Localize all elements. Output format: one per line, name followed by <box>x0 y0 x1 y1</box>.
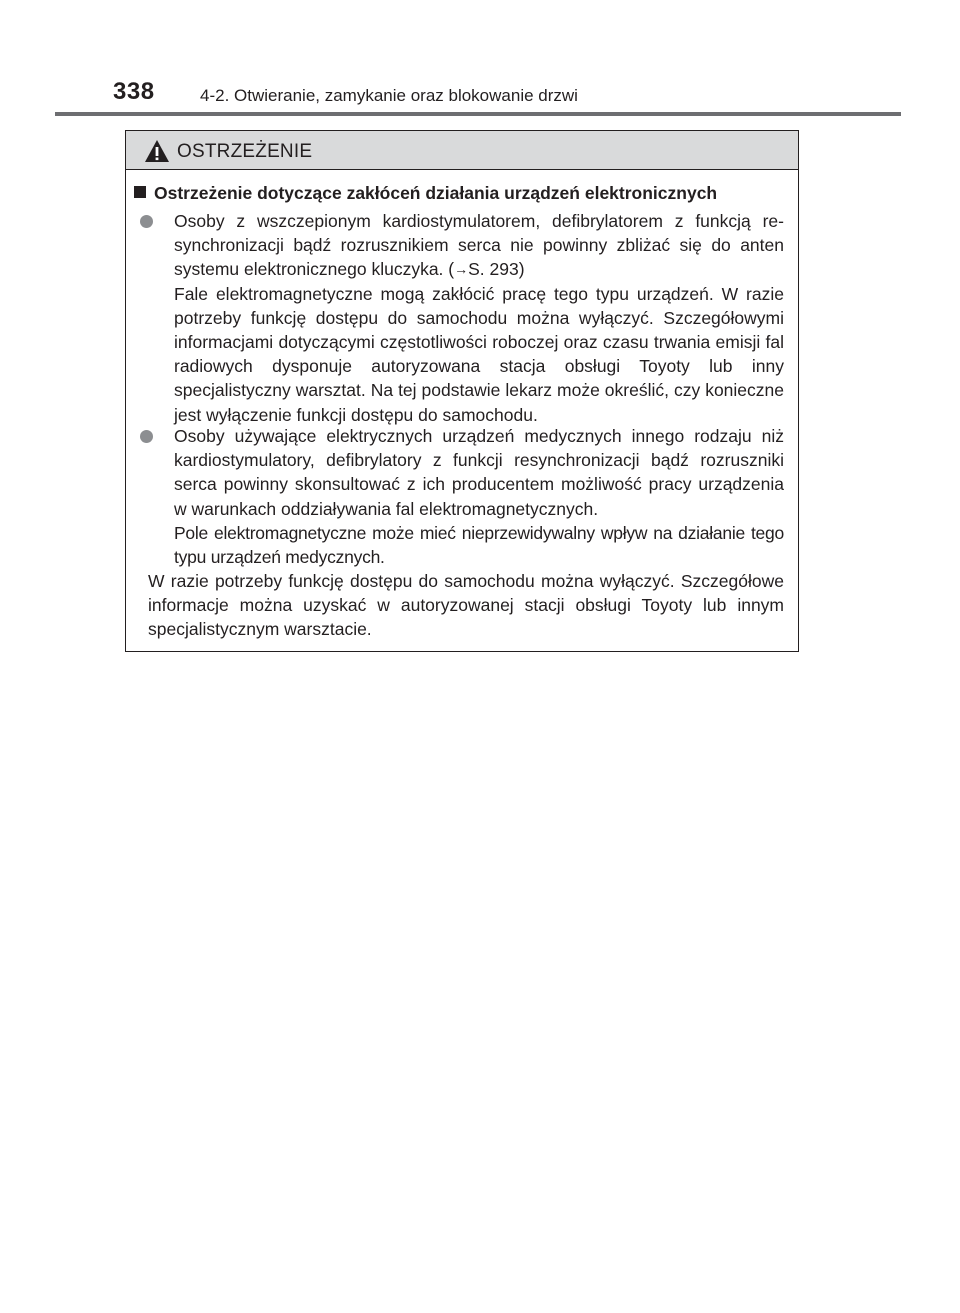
circle-bullet-icon <box>140 430 153 443</box>
warning-box <box>125 130 799 652</box>
bullet-paragraph: Fale elektromagnetyczne mogą zakłócić pracę tego typu urządzeń. W razie potrzeby funkcję dostępu do samochodu można wyłączyć. Szczegółowymi informacjami dotyczącymi częstotliwości roboczej oraz czasu trwania emisji fal radiowych dysponuje autoryzowana stacja obsługi Toyoty lub inny specjalistyczny warsztat. Na tej podstawie lekarz może określić, czy konieczne jest wyłączenie funkcji dostępu do samochodu. <box>174 283 784 425</box>
arrow-right-icon: → <box>454 261 469 278</box>
bullet-paragraph: Pole elektromagnetyczne może mieć nieprzewidywalny wpływ na działanie tego typu urządzeń medycznych. <box>174 522 784 568</box>
square-bullet-icon <box>134 186 146 198</box>
bullet-body <box>174 209 784 427</box>
page-header <box>0 78 960 114</box>
warning-subheading-text: Ostrzeżenie dotyczące zakłóceń działania urządzeń elektronicznych <box>154 183 718 203</box>
bullet-body <box>174 424 784 569</box>
bullet-item <box>140 209 784 427</box>
bullet-text: Osoby z wszczepionym kardiostymulatorem, defibrylatorem z funkcją resynchronizacji bądź rozrusznikiem serca nie powinny zbliżać się do anten systemu elektronicznego kluczyka. ( <box>174 211 784 280</box>
page-number: 338 <box>113 78 155 105</box>
closing-note: W razie potrzeby funkcję dostępu do samochodu można wyłączyć. Szczegółowe informacje można uzyskać w autoryzowanej stacji obsługi Toyoty lub innym specjalistycznym warsztacie. <box>148 571 784 640</box>
bullet-paragraph: Osoby używające elektrycznych urządzeń medycznych innego rodzaju niż kardiostymulatory, defibrylatory z funkcji resynchronizacji bądź rozruszniki serca powinny skonsultować z ich producentem możliwość pracy urządzenia w warunkach oddziaływania fal elektromagnetycznych. <box>174 426 784 519</box>
bullet-paragraph <box>174 209 784 282</box>
header-rule <box>55 112 901 116</box>
warning-title: OSTRZEŻENIE <box>177 141 313 162</box>
bullet-item <box>140 424 784 569</box>
warning-subheading <box>134 183 784 204</box>
warning-header <box>126 131 798 170</box>
page-reference: S. 293) <box>468 259 525 280</box>
section-title: 4-2. Otwieranie, zamykanie oraz blokowanie drzwi <box>200 86 578 105</box>
circle-bullet-icon <box>140 215 153 228</box>
warning-triangle-icon <box>144 139 170 163</box>
